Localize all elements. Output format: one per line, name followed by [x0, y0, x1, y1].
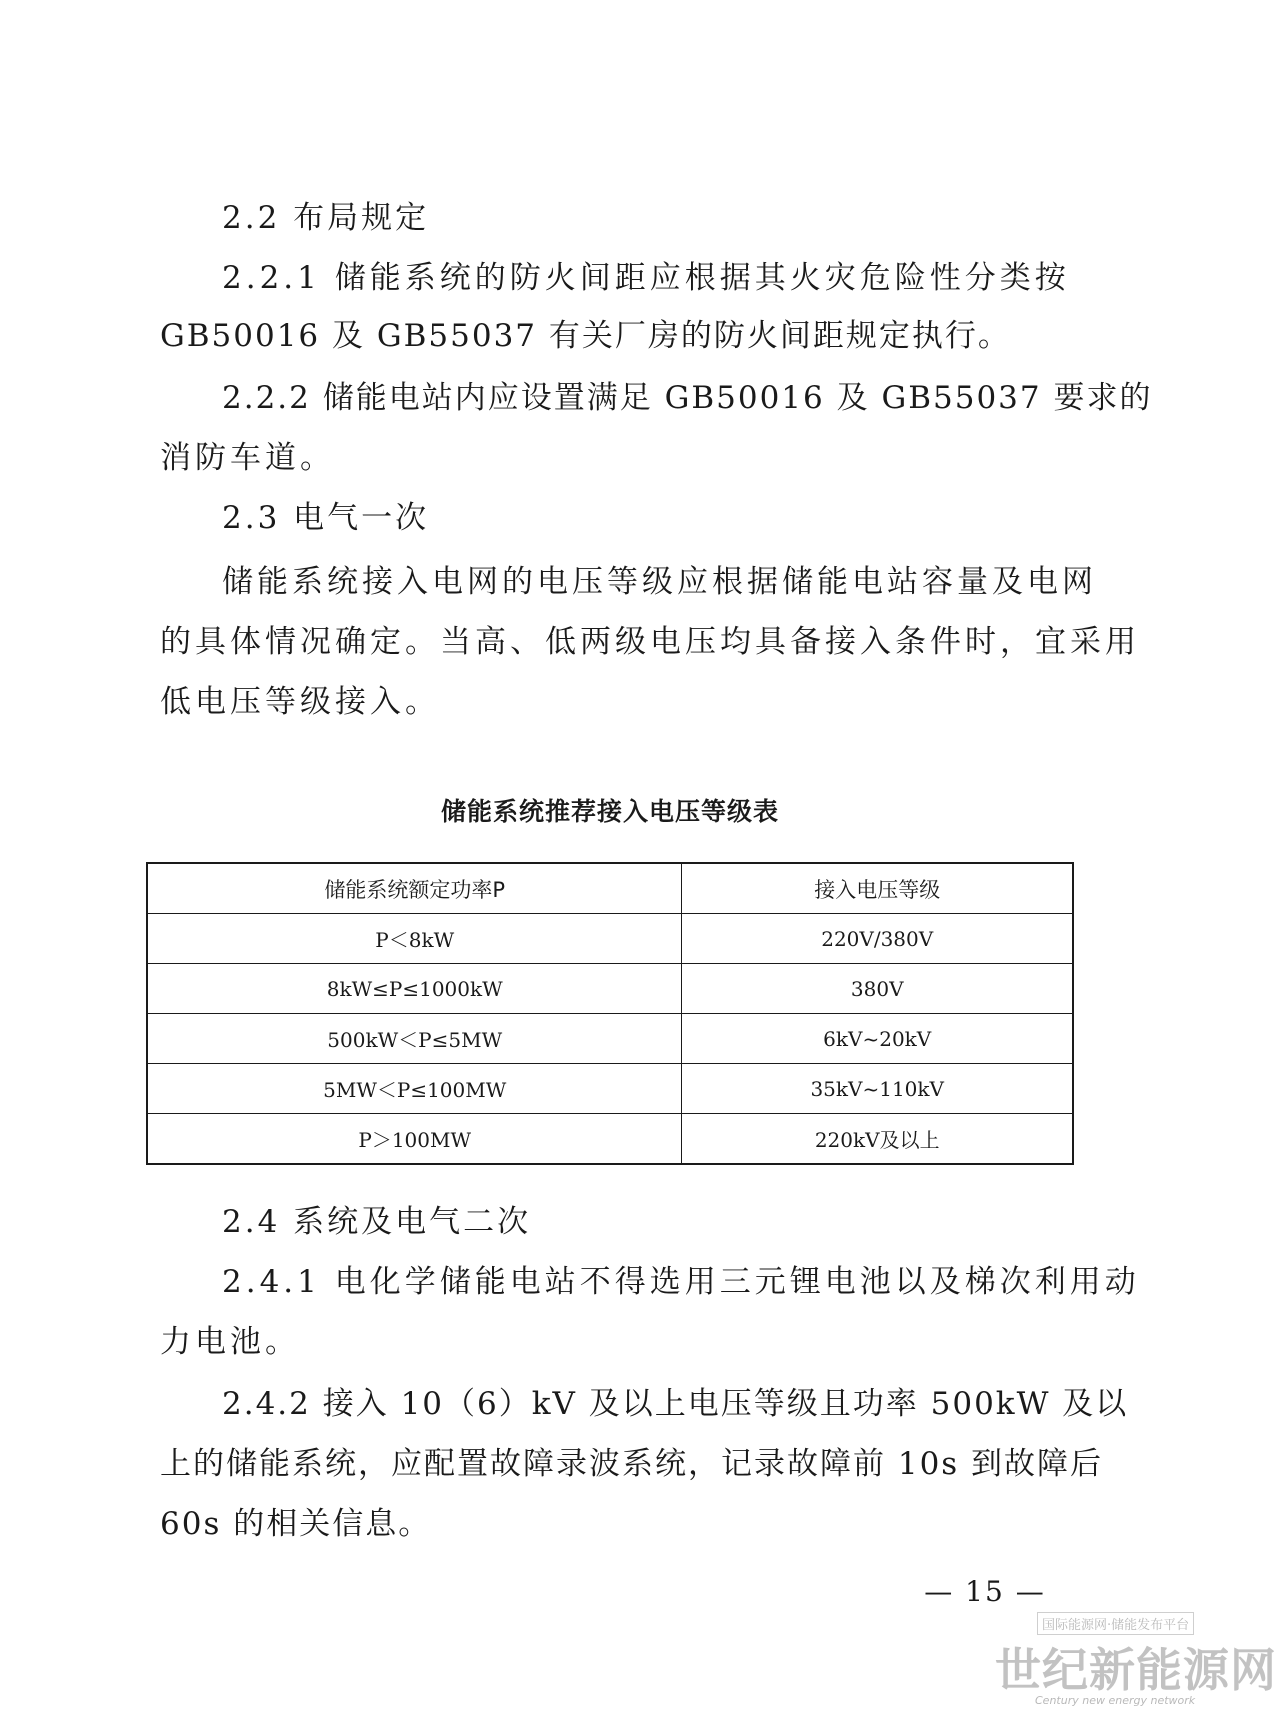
section-2-3-heading: 2.3 电气一次 — [222, 500, 430, 536]
table-cell-voltage: 6kV~20kV — [682, 1014, 1073, 1064]
section-2-3-line-3: 低电压等级接入。 — [160, 684, 440, 720]
table-row — [147, 1064, 1073, 1114]
table-row — [147, 1114, 1073, 1165]
section-2-4-1-line-1: 2.4.1 电化学储能电站不得选用三元锂电池以及梯次利用动 — [222, 1264, 1140, 1300]
section-2-2-heading: 2.2 布局规定 — [222, 200, 430, 236]
section-2-3-line-1: 储能系统接入电网的电压等级应根据储能电站容量及电网 — [222, 564, 1097, 600]
watermark-main-text: 世纪新能源网 — [995, 1643, 1277, 1697]
table-row — [147, 1014, 1073, 1064]
table-title: 储能系统推荐接入电压等级表 — [440, 797, 779, 826]
watermark-top-text: 国际能源网·储能发布平台 — [1037, 1612, 1194, 1635]
section-2-4-2-line-1: 2.4.2 接入 10（6）kV 及以上电压等级且功率 500kW 及以 — [222, 1386, 1129, 1422]
section-2-4-heading: 2.4 系统及电气二次 — [222, 1204, 532, 1240]
section-2-2-1-line-1: 2.2.1 储能系统的防火间距应根据其火灾危险性分类按 — [222, 260, 1070, 296]
section-2-4-2-line-2: 上的储能系统，应配置故障录波系统，记录故障前 10s 到故障后 — [160, 1446, 1104, 1482]
page-number: — 15 — — [924, 1575, 1046, 1608]
table-cell-voltage: 220V/380V — [682, 914, 1073, 964]
table-row — [147, 914, 1073, 964]
table-header-voltage: 接入电压等级 — [682, 863, 1073, 914]
table-cell-voltage: 220kV及以上 — [682, 1114, 1073, 1165]
section-2-4-2-line-3: 60s 的相关信息。 — [160, 1506, 432, 1542]
table-cell-power: P＞100MW — [147, 1114, 682, 1165]
section-2-2-1-line-2: GB50016 及 GB55037 有关厂房的防火间距规定执行。 — [160, 318, 1011, 354]
table-cell-power: P＜8kW — [147, 914, 682, 964]
table-header-row — [147, 863, 1073, 914]
table-header-power: 储能系统额定功率P — [147, 863, 682, 914]
watermark-sub-text: Century new energy network — [1035, 1694, 1196, 1707]
table-cell-voltage: 35kV~110kV — [682, 1064, 1073, 1114]
table-cell-power: 500kW＜P≤5MW — [147, 1014, 682, 1064]
section-2-2-2-line-2: 消防车道。 — [160, 440, 335, 476]
table-cell-power: 8kW≤P≤1000kW — [147, 964, 682, 1014]
section-2-2-2-line-1: 2.2.2 储能电站内应设置满足 GB50016 及 GB55037 要求的 — [222, 380, 1153, 416]
voltage-level-table — [146, 862, 1074, 1165]
section-2-4-1-line-2: 力电池。 — [160, 1324, 300, 1360]
table-row — [147, 964, 1073, 1014]
table-cell-power: 5MW＜P≤100MW — [147, 1064, 682, 1114]
section-2-3-line-2: 的具体情况确定。当高、低两级电压均具备接入条件时，宜采用 — [160, 624, 1140, 660]
table-cell-voltage: 380V — [682, 964, 1073, 1014]
